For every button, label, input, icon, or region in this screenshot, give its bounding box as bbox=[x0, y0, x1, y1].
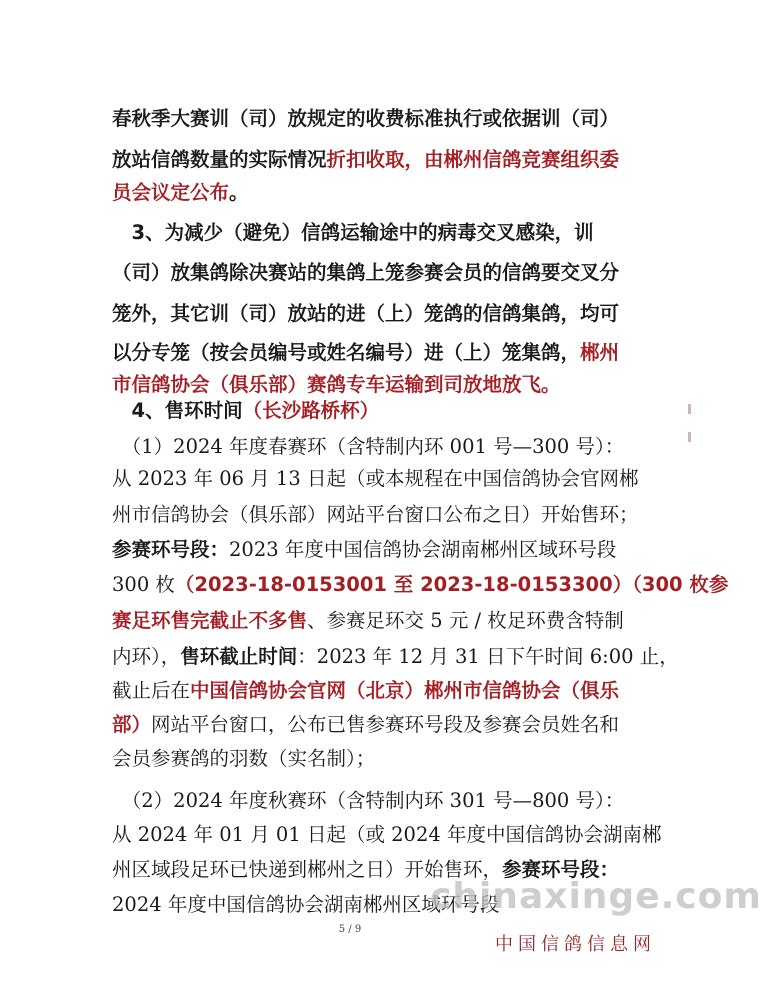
text-line bbox=[112, 710, 620, 740]
text-run: 内环）， bbox=[112, 645, 181, 668]
scan-edge-mark bbox=[688, 404, 691, 414]
highlighted-text: 中国信鸽协会官网（北京）郴州市信鸽协会（俱乐 bbox=[190, 679, 620, 702]
page-number: 5 / 9 bbox=[338, 924, 362, 935]
text-line bbox=[112, 258, 620, 288]
highlighted-text: 折扣收取，由郴州信鸽竞赛组织委 bbox=[326, 148, 620, 171]
text-run: 从 2023 年 06 月 13 日起（或本规程在中国信鸽协会官网郴 bbox=[112, 467, 639, 490]
text-run: 参赛环号段： bbox=[502, 858, 620, 881]
text-line bbox=[112, 786, 625, 816]
text-run: 春秋季大赛训（司）放规定的收费标准执行或依据训（司） bbox=[112, 107, 620, 130]
text-run: （2）2024 年度秋赛环（含特制内环 301 号—800 号）： bbox=[112, 789, 625, 812]
text-line bbox=[112, 744, 612, 774]
text-run: 300 枚 bbox=[112, 573, 175, 596]
text-run: 截止后在 bbox=[112, 679, 191, 702]
highlighted-text: 市信鸽协会（俱乐部）赛鸽专车运输到司放地放飞。 bbox=[112, 373, 561, 396]
text-line bbox=[112, 676, 620, 706]
text-run: 以分专笼（按会员编号或姓名编号）进（上）笼集鸽， bbox=[112, 341, 581, 364]
text-run: 、参赛足环交 5 元 / 枚足环费含特制 bbox=[307, 609, 624, 632]
watermark-site: chinaxinge.com bbox=[430, 876, 762, 917]
text-line bbox=[112, 432, 625, 462]
text-line bbox=[112, 299, 620, 329]
text-run: 售环截止时间 bbox=[180, 645, 298, 668]
highlighted-text: 员会议定公布 bbox=[112, 181, 230, 204]
text-run: 2023 年度中国信鸽协会湖南郴州区域环号段 bbox=[229, 538, 617, 561]
highlighted-text: 郴州 bbox=[580, 341, 620, 364]
text-line bbox=[112, 500, 639, 530]
text-line bbox=[112, 464, 639, 494]
text-run: 4、售环时间 bbox=[112, 399, 243, 422]
text-line bbox=[112, 642, 679, 672]
text-run: （1）2024 年度春赛环（含特制内环 001 号—300 号）： bbox=[112, 435, 625, 458]
text-line bbox=[112, 104, 620, 134]
text-run: 参赛环号段： bbox=[112, 538, 230, 561]
text-line bbox=[112, 338, 620, 368]
text-run: 会员参赛鸽的羽数（实名制）； bbox=[112, 747, 376, 770]
watermark-name: 中国信鸽信息网 bbox=[495, 934, 656, 955]
scan-edge-mark bbox=[688, 432, 691, 442]
text-run: 放站信鸽数量的实际情况 bbox=[112, 148, 327, 171]
text-line bbox=[112, 145, 620, 175]
text-line bbox=[112, 570, 729, 600]
text-line bbox=[112, 396, 612, 426]
text-run: 州区域段足环已快递到郴州之日）开始售环， bbox=[112, 858, 503, 881]
text-run: （司）放集鸽除决赛站的集鸽上笼参赛会员的信鸽要交叉分 bbox=[112, 261, 620, 284]
text-run: 州市信鸽协会（俱乐部）网站平台窗口公布之日）开始售环； bbox=[112, 503, 639, 526]
highlighted-text: （2023-18-0153001 至 2023-18-0153300）（300 枚参 bbox=[174, 573, 729, 596]
highlighted-text: 赛足环售完截止不多售 bbox=[112, 609, 308, 632]
text-run: 笼外，其它训（司）放站的进（上）笼鸽的信鸽集鸽，均可 bbox=[112, 302, 620, 325]
text-run: ：2023 年 12 月 31 日下午时间 6:00 止， bbox=[297, 645, 679, 668]
text-run: 从 2024 年 01 月 01 日起（或 2024 年度中国信鸽协会湖南郴 bbox=[112, 823, 662, 846]
text-run: 网站平台窗口，公布已售参赛环号段及参赛会员姓名和 bbox=[151, 713, 620, 736]
highlighted-text: （长沙路桥杯） bbox=[242, 399, 380, 422]
text-line bbox=[112, 218, 612, 248]
text-line bbox=[112, 178, 612, 208]
text-run: 3、为减少（避免）信鸽运输途中的病毒交叉感染，训 bbox=[112, 221, 594, 244]
text-line bbox=[112, 535, 617, 565]
text-line bbox=[112, 606, 624, 636]
highlighted-text: 部） bbox=[112, 713, 152, 736]
text-run: 2024 年度中国信鸽协会湖南郴州区域环号段 bbox=[112, 893, 500, 916]
text-line bbox=[112, 820, 662, 850]
text-run: 。 bbox=[229, 181, 249, 204]
